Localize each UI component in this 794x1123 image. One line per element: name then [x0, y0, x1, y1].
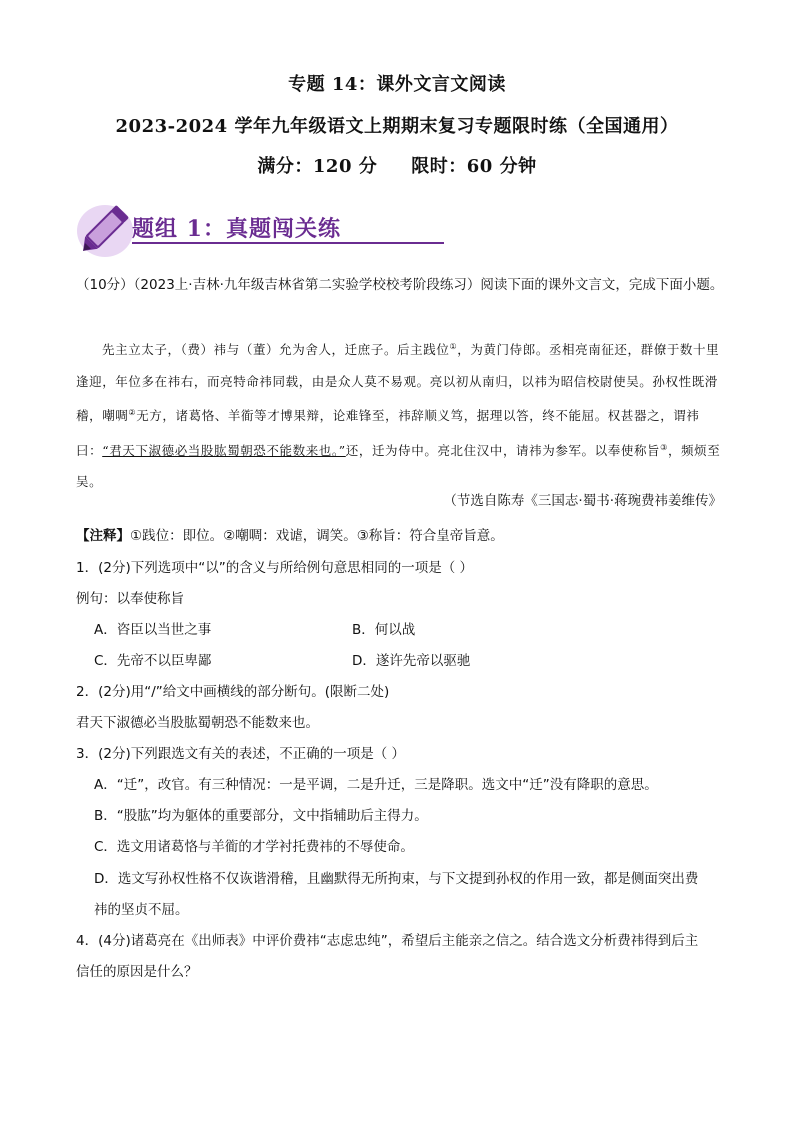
- q1-option-c: C．先帝不以臣卑鄙: [94, 653, 212, 669]
- doc-title: 专题 14：课外文言文阅读: [288, 74, 506, 95]
- banner-underline: [132, 242, 444, 244]
- q1-option-b: B．何以战: [352, 622, 416, 638]
- passage-part3: 无方，诸葛恪、羊衜等才博果辩，论难锋至，祎辞顺义笃，据理以答，终不能屈。权甚器之，谓祎曰：: [76, 408, 700, 458]
- pencil-icon: [74, 198, 136, 260]
- footnote-mark-1: ①: [449, 342, 458, 351]
- doc-subtitle: 2023-2024 学年九年级语文上期期末复习专题限时练（全国通用）: [115, 116, 679, 137]
- passage-part5: ，频烦至吴。: [76, 442, 721, 490]
- classical-passage: [76, 331, 726, 498]
- passage-source: （节选自陈寿《三国志·蜀书·蒋琬费祎姜维传》: [443, 493, 722, 509]
- q1-stem: 1．(2分)下列选项中“以”的含义与所给例句意思相同的一项是（ ）: [76, 560, 473, 576]
- notes-label: 【注释】: [76, 528, 130, 544]
- q4-line1: 4．(4分)诸葛亮在《出师表》中评价费祎“志虑忠纯”，希望后主能亲之信之。结合选文分析费祎得到后主: [76, 933, 699, 949]
- score-time-line: [0, 152, 794, 178]
- notes-text: ①践位：即位。②嘲啁：戏谑，调笑。③称旨：符合皇帝旨意。: [130, 528, 504, 544]
- q3-option-b: B．“股肱”均为躯体的重要部分，文中指辅助后主得力。: [94, 808, 428, 824]
- passage-part2: ，为黄门侍郎。丞相亮南征还，群僚于数十里逢迎，年位多在祎右，而亮特命祎同载，由是众人莫不易观。亮以初从南归，以祎为昭信校尉使吴。孙权性既滑稽，嘲啁: [76, 342, 720, 424]
- underlined-sentence: “君天下淑德必当股肱蜀朝恐不能数来也。”: [102, 442, 346, 458]
- q4-line2: 信任的原因是什么？: [76, 964, 198, 980]
- q3-option-d-line2: 祎的坚贞不屈。: [94, 902, 189, 918]
- q3-option-c: C．选文用诸葛恪与羊衜的才学衬托费祎的不辱使命。: [94, 839, 414, 855]
- footnote-mark-3: ③: [660, 442, 668, 452]
- notes-line: [76, 524, 504, 544]
- intro-paragraph: （10分）（2023上·吉林·九年级吉林省第二实验学校校考阶段练习）阅读下面的课外文言文，完成下面小题。: [76, 277, 724, 293]
- q3-option-a: A．“迁”，改官。有三种情况：一是平调，二是升迁，三是降职。选文中“迁”没有降职的意思。: [94, 777, 658, 793]
- q1-option-d: D．遂许先帝以驱驰: [352, 653, 471, 669]
- q2-stem: 2．(2分)用“/”给文中画横线的部分断句。(限断二处): [76, 684, 390, 700]
- full-score: 满分：120 分: [257, 156, 378, 177]
- q3-stem: 3．(2分)下列跟选文有关的表述，不正确的一项是（ ）: [76, 746, 406, 762]
- time-limit: 限时：60 分钟: [411, 156, 537, 177]
- banner-label: 题组 1：真题闯关练: [132, 216, 341, 242]
- passage-part4: 还，迁为侍中。亮北住汉中，请祎为参军。以奉使称旨: [345, 442, 661, 458]
- passage-part1: 先主立太子，（费）祎与（董）允为舍人，迁庶子。后主践位: [102, 342, 450, 358]
- q3-option-d-line1: D．选文写孙权性格不仅诙谐滑稽，且幽默得无所拘束，与下文提到孙权的作用一致，都是侧面突出费: [94, 871, 699, 887]
- q1-option-a: A．咨臣以当世之事: [94, 622, 212, 638]
- q1-example: 例句：以奉使称旨: [76, 591, 184, 607]
- footnote-mark-2: ②: [128, 408, 137, 418]
- q2-sentence: 君天下淑德必当股肱蜀朝恐不能数来也。: [76, 715, 319, 731]
- section-banner: [74, 198, 374, 260]
